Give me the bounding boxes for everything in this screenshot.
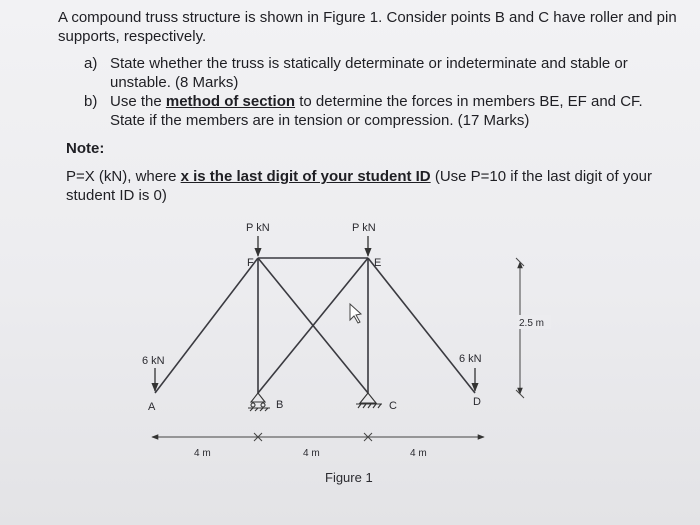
- node-label-b: B: [276, 399, 284, 411]
- note-heading: Note:: [66, 140, 105, 157]
- load-label-top-left: P kN: [246, 222, 270, 234]
- dimension-span-3: 4 m: [410, 448, 427, 459]
- question-a-text: State whether the truss is statically determinate or indeterminate and stable or unstable. (8 Marks): [110, 55, 628, 91]
- problem-intro: A compound truss structure is shown in Figure 1. Consider points B and C have roller and pin supports, respectively.: [58, 9, 677, 45]
- node-label-f: F: [247, 257, 254, 269]
- question-b-label: b): [84, 93, 98, 110]
- p-definition-end: (Use P=10 if the last digit of your student ID is 0): [66, 168, 653, 204]
- node-label-c: C: [389, 400, 397, 412]
- truss-members: [155, 258, 475, 393]
- load-label-side-left: 6 kN: [142, 355, 165, 367]
- question-b-text-end: to determine the forces in members BE, EF and CF. State if the members are in tension or compression. (17 Marks): [110, 93, 643, 129]
- pin-support-c: [356, 393, 382, 408]
- question-b-text-start: Use the: [110, 93, 166, 110]
- roller-support-b: [248, 393, 270, 411]
- method-of-section-emphasis: method of section: [165, 93, 296, 110]
- load-label-side-right: 6 kN: [459, 353, 482, 365]
- node-label-e: E: [374, 257, 382, 269]
- horizontal-dimension-line: [152, 433, 484, 441]
- dimension-span-1: 4 m: [194, 448, 211, 459]
- load-arrows: [155, 236, 475, 391]
- mouse-cursor-icon: [350, 304, 361, 323]
- p-definition-start: P=X (kN), where: [66, 168, 181, 185]
- figure-caption: Figure 1: [325, 470, 373, 485]
- member-af: [155, 258, 258, 393]
- node-label-a: A: [148, 401, 156, 413]
- dimension-span-2: 4 m: [303, 448, 320, 459]
- load-label-top-right: P kN: [352, 222, 376, 234]
- question-a-label: a): [84, 55, 98, 72]
- node-label-d: D: [473, 396, 481, 408]
- dimension-height: 2.5 m: [519, 318, 545, 329]
- student-id-emphasis: x is the last digit of your student ID: [180, 168, 431, 185]
- member-ed: [368, 258, 475, 393]
